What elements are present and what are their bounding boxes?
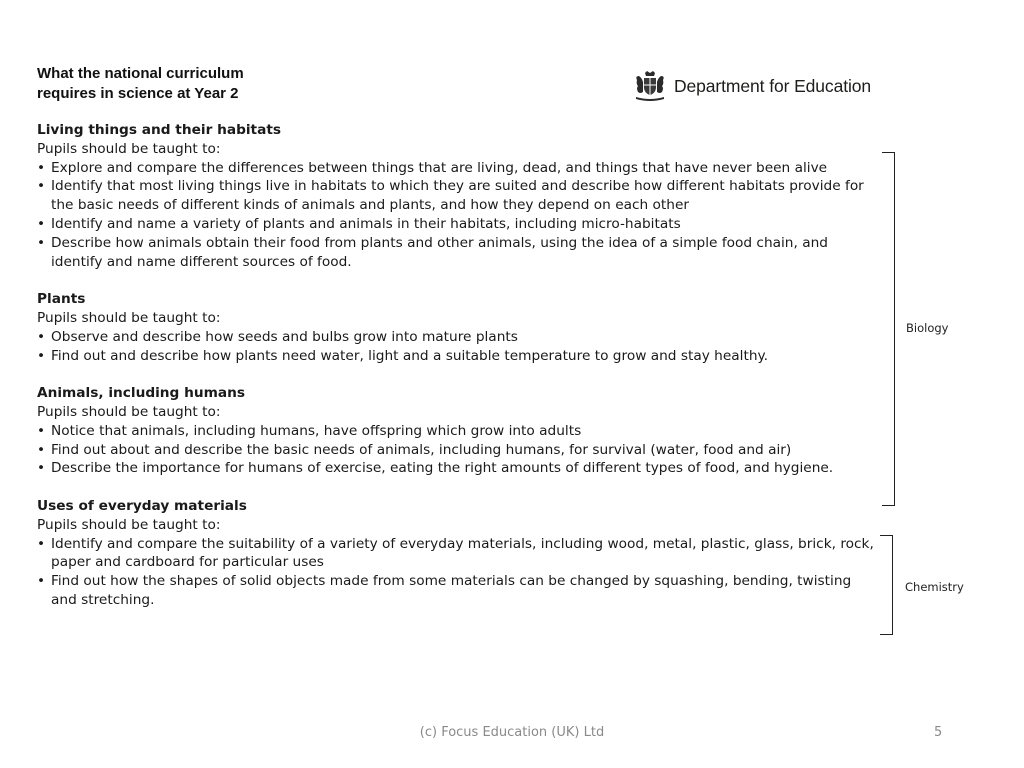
logo-text: Department for Education: [674, 75, 872, 96]
list-item: • Explore and compare the differences between things that are living, dead, and things that have never been alive: [37, 159, 877, 178]
section-materials: [37, 497, 877, 610]
section-intro: Pupils should be taught to:: [37, 309, 221, 326]
list-item: • Describe how animals obtain their food from plants and other animals, using the idea of a simple food chain, and identify and name different sources of food.: [37, 234, 877, 272]
list-item: • Identify that most living things live in habitats to which they are suited and describe how different habitats provide for the basic needs of different kinds of animals and plants, and how they depend on each other: [37, 177, 877, 215]
royal-crest-icon: [633, 70, 667, 102]
chemistry-bracket: [880, 535, 893, 635]
dfe-logo: [633, 70, 871, 102]
footer-copyright: (c) Focus Education (UK) Ltd: [419, 725, 605, 740]
page-title: [37, 64, 337, 104]
list-item: • Identify and compare the suitability of a variety of everyday materials, including wood, metal, plastic, glass, brick, rock, paper and cardboard for particular uses: [37, 535, 877, 573]
biology-bracket: [882, 152, 895, 506]
section-heading: Plants: [37, 291, 86, 308]
section-living-things: [37, 121, 877, 271]
biology-label: Biology: [906, 321, 949, 335]
section-heading: Animals, including humans: [37, 385, 245, 402]
list-item: • Identify and name a variety of plants and animals in their habitats, including micro-habitats: [37, 215, 877, 234]
list-item: • Describe the importance for humans of exercise, eating the right amounts of different types of food, and hygiene.: [37, 459, 877, 478]
page-number: 5: [934, 725, 943, 740]
section-animals: [37, 384, 877, 478]
list-item: • Find out about and describe the basic needs of animals, including humans, for survival (water, food and air): [37, 441, 877, 460]
section-plants: [37, 290, 877, 365]
list-item: • Find out how the shapes of solid objects made from some materials can be changed by squashing, bending, twisting and stretching.: [37, 572, 877, 610]
curriculum-content: [37, 121, 877, 629]
list-item: • Find out and describe how plants need water, light and a suitable temperature to grow and stay healthy.: [37, 347, 877, 366]
list-item: • Notice that animals, including humans, have offspring which grow into adults: [37, 422, 877, 441]
section-intro: Pupils should be taught to:: [37, 516, 221, 533]
section-intro: Pupils should be taught to:: [37, 403, 221, 420]
section-heading: Uses of everyday materials: [37, 497, 247, 514]
section-intro: Pupils should be taught to:: [37, 140, 221, 157]
section-heading: Living things and their habitats: [37, 122, 282, 138]
page-title-line-2: requires in science at Year 2: [37, 85, 239, 102]
list-item: • Observe and describe how seeds and bulbs grow into mature plants: [37, 328, 877, 347]
page-title-line-1: What the national curriculum: [37, 65, 244, 82]
chemistry-label: Chemistry: [905, 580, 964, 594]
